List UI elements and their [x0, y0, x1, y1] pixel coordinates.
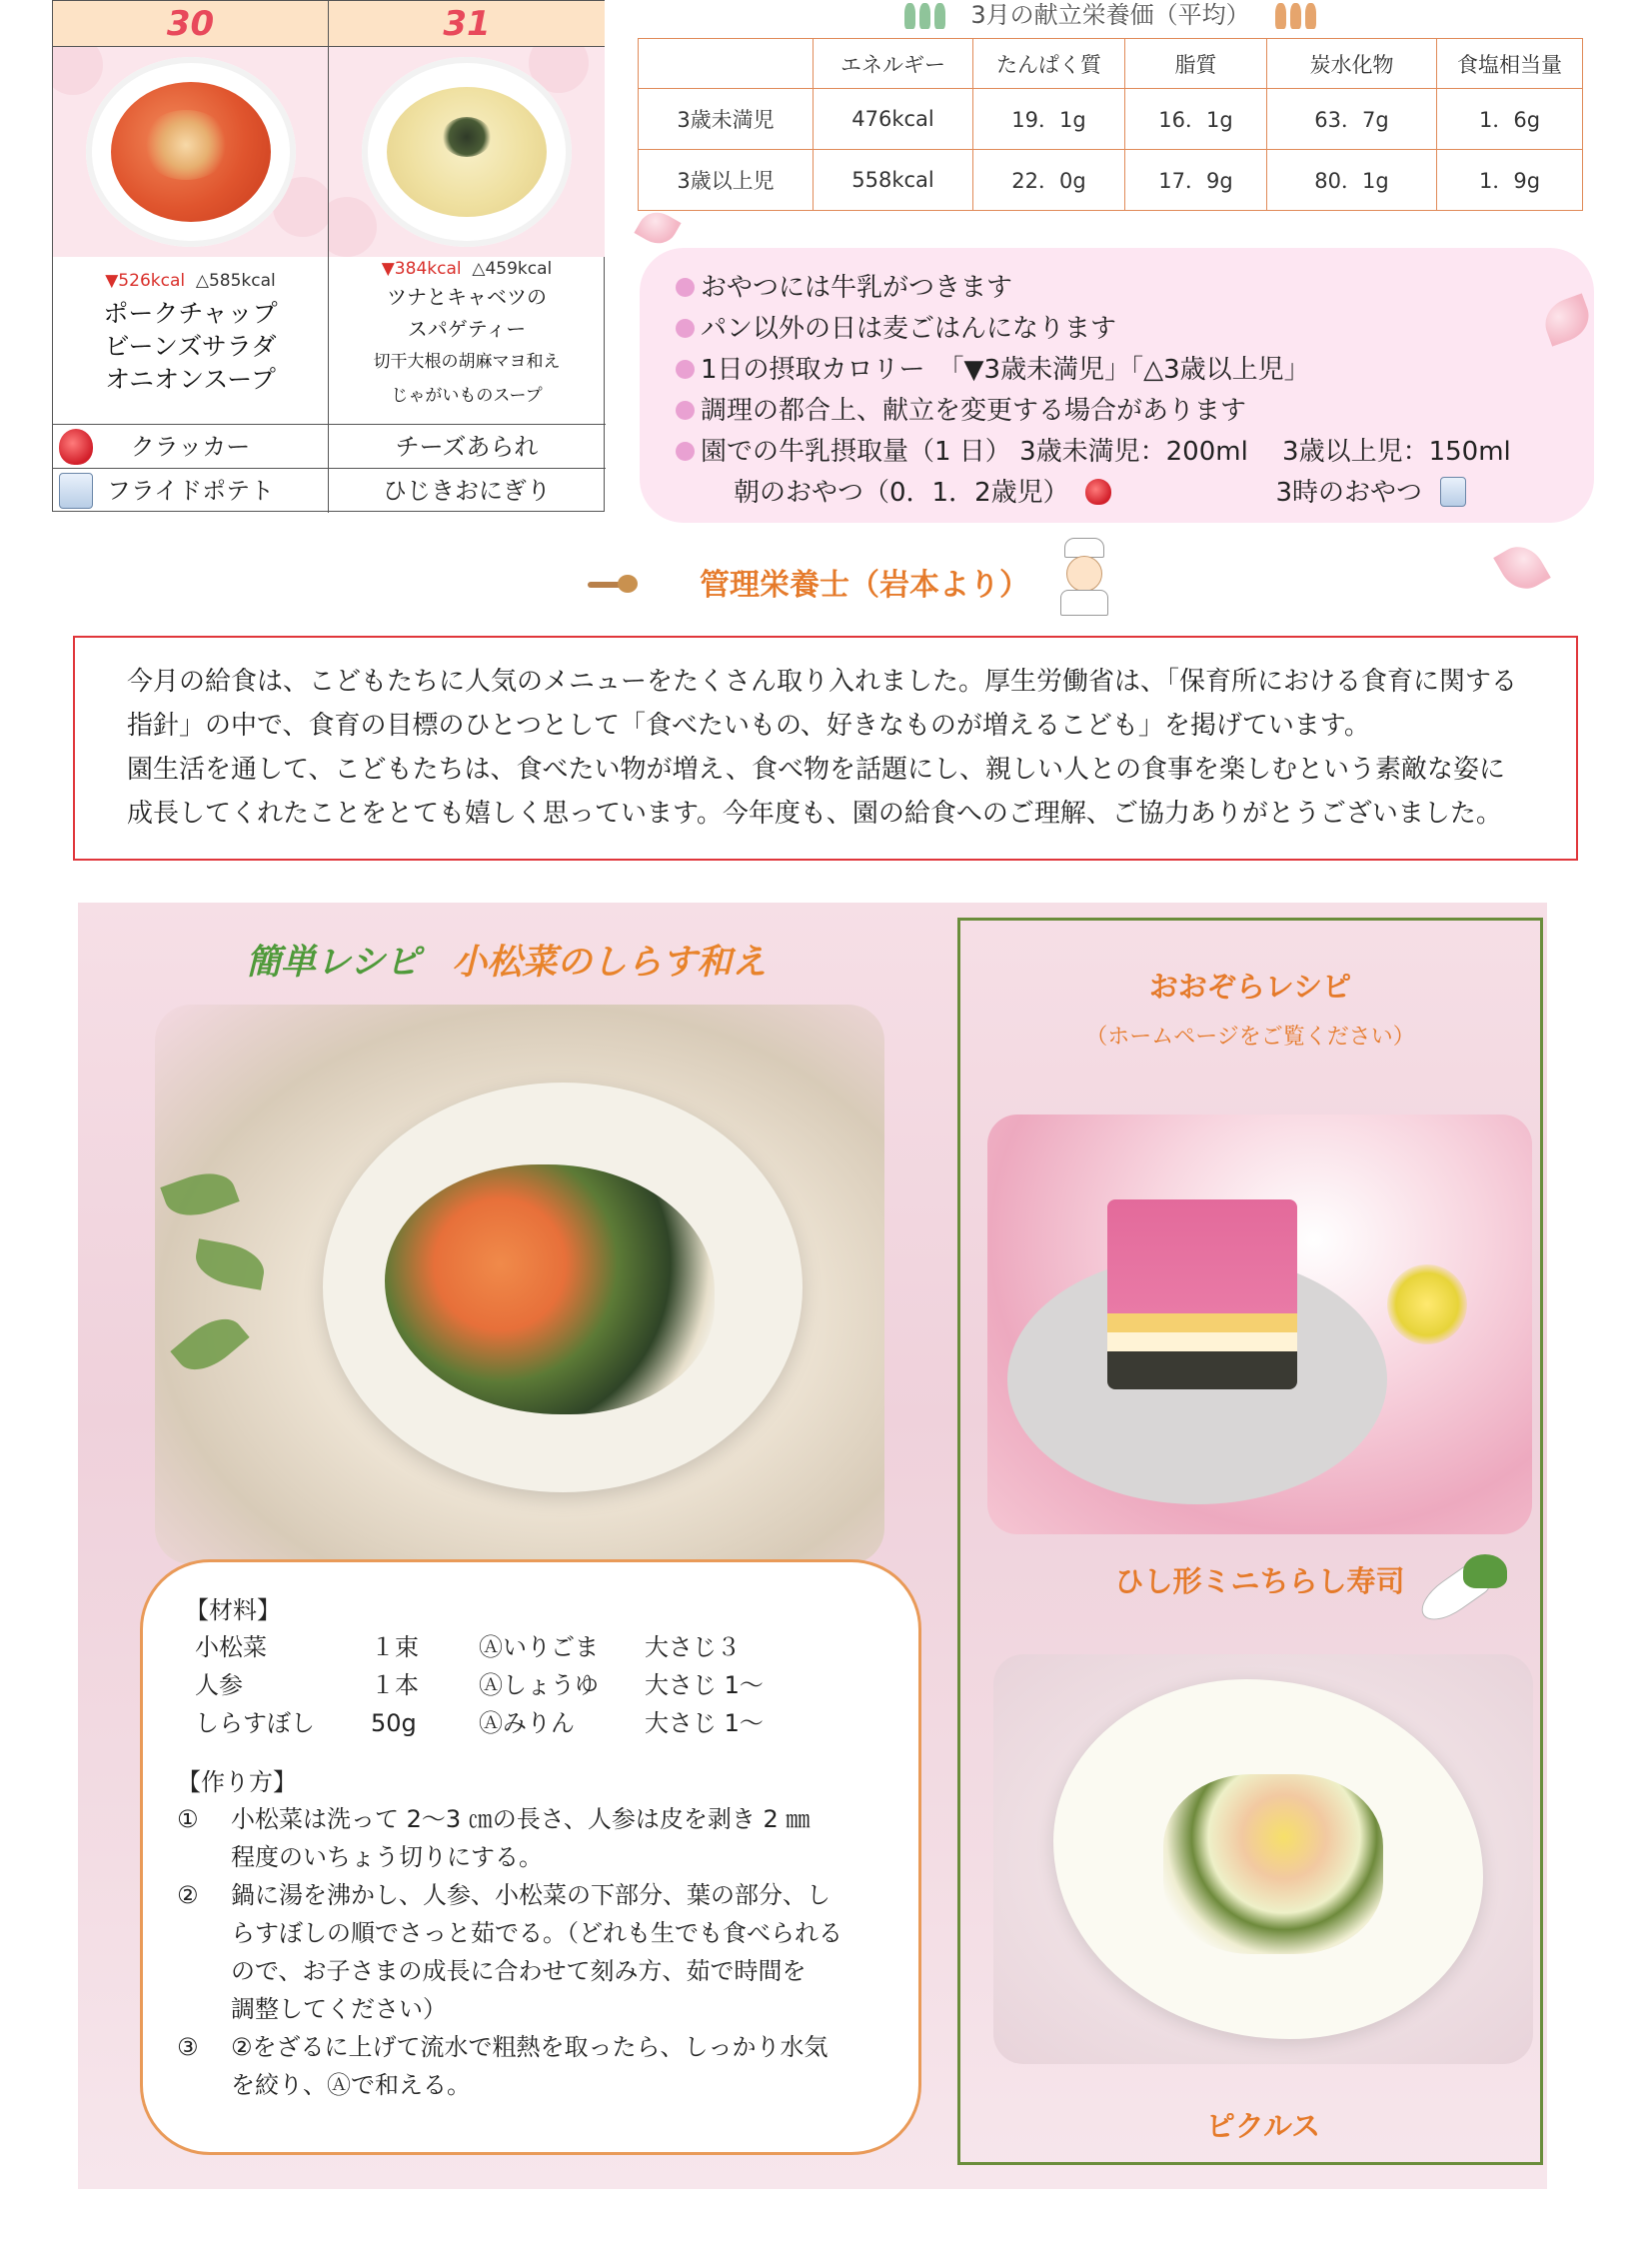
petal-decoration [634, 205, 681, 251]
day-30-photo [53, 47, 328, 257]
ingredient-row: しらすぼし 50g Ⓐみりん 大さじ 1～ [195, 1709, 764, 1737]
snack-legend [676, 473, 1558, 514]
note-item: 園での牛乳摂取量（1 日） 3歳未満児：200ml 3歳以上児：150ml [676, 432, 1558, 473]
note-item: 調理の都合上、献立を変更する場合があります [676, 391, 1558, 432]
table-cell: 17．9g [1125, 150, 1267, 211]
kcal-line [329, 259, 605, 279]
day-number: 31 [329, 1, 605, 47]
petal-decoration [1493, 538, 1551, 598]
kcal-under3: ▼526kcal [105, 271, 186, 291]
dish: オニオンスープ [105, 365, 276, 394]
notes-box [640, 248, 1594, 523]
dish-list [329, 281, 605, 413]
table-cell: 22．0g [973, 150, 1125, 211]
note-item: パン以外の日は麦ごはんになります [676, 309, 1558, 350]
morning-snack-label: 朝のおやつ（0．1．2歳児） [734, 478, 1069, 508]
dish: 切干大根の胡麻マヨ和え [373, 352, 561, 372]
dish: じゃがいものスープ [391, 386, 543, 406]
column-header: たんぱく質 [973, 39, 1125, 89]
table-cell: 63．7g [1267, 89, 1437, 150]
dietitian-heading: 管理栄養士（岩本より） [700, 568, 1029, 603]
ingredient-row: 小松菜 １束 Ⓐいりごま 大さじ３ [195, 1633, 741, 1661]
sushi-caption: ひし形ミニちらし寿司 [1114, 1564, 1405, 1598]
ingredients-heading: 【材料】 [185, 1596, 281, 1624]
ozora-subtitle: （ホームページをご覧ください） [1085, 1025, 1415, 1050]
dish: ツナとキャベツの [387, 285, 547, 309]
bullet-icon [676, 319, 695, 338]
note-item: おやつには牛乳がつきます [676, 268, 1558, 309]
pickles-caption: ピクルス [1205, 2109, 1321, 2143]
table-row [639, 89, 1583, 150]
nutrition-title-text: 3月の献立栄養価（平均） [970, 1, 1250, 29]
bullet-icon [676, 360, 695, 379]
komatsuna-dish-photo [155, 1005, 884, 1564]
message-line: 成長してくれたことをとても嬉しく思っています。今年度も、園の給食へのご理解、ご協力ありがとうございました。 [127, 799, 1502, 829]
bullet-icon [676, 401, 695, 420]
recipe-card [140, 1559, 921, 2155]
dish: スパゲティー [407, 317, 527, 341]
ingredient-row: 人参 １本 Ⓐしょうゆ 大さじ 1～ [195, 1671, 764, 1699]
apple-icon [1085, 479, 1111, 505]
snack: ひじきおにぎり [383, 477, 551, 505]
message-line: 今月の給食は、こどもたちに人気のメニューをたくさん取り入れました。厚生労働省は、「保育所における食育に関する [127, 667, 1518, 697]
dish: ポークチャップ [103, 299, 278, 328]
pickles-photo [993, 1654, 1533, 2064]
daikon-icon [1417, 1554, 1507, 1634]
column-header: 脂質 [1125, 39, 1267, 89]
kcal-under3: ▼384kcal [381, 259, 462, 279]
recipe-title [246, 935, 767, 985]
dish-list [53, 297, 328, 396]
snack: クラッカー [53, 425, 329, 469]
dish: ビーンズサラダ [104, 332, 277, 361]
column-header: 食塩相当量 [1437, 39, 1583, 89]
afternoon-snack-label: 3時のおやつ [1275, 478, 1422, 508]
afternoon-snack-row [53, 468, 606, 512]
snack: チーズあられ [395, 433, 539, 461]
kcal-over3: △585kcal [195, 271, 276, 291]
table-header-row [639, 39, 1583, 89]
table-cell: 558kcal [814, 150, 973, 211]
message-line: 園生活を通して、こどもたちは、食べたい物が増え、食べ物を話題にし、親しい人との食事を楽しむという素敵な姿に [127, 755, 1506, 785]
decoration-icon [904, 3, 915, 29]
row-label: 3歳未満児 [639, 89, 814, 150]
chef-illustration-icon [1054, 538, 1114, 618]
table-cell: 1．6g [1437, 89, 1583, 150]
row-label: 3歳以上児 [639, 150, 814, 211]
day-30 [53, 1, 329, 424]
recipe-title-name: 小松菜のしらす和え [452, 943, 768, 983]
nutrition-title [638, 0, 1583, 38]
method-step: ① 小松菜は洗って 2～3 ㎝の長さ、人参は皮を剥き 2 ㎜ 程度のいちょう切りにする。 [177, 1805, 811, 1871]
message-line: 指針」の中で、食育の目標のひとつとして「食べたいもの、好きなものが増えるこども」を掲げています。 [127, 711, 1370, 741]
morning-snack-row [53, 424, 606, 468]
nutrition-table [638, 38, 1583, 211]
bullet-icon [676, 442, 695, 461]
day-31-photo [329, 47, 605, 257]
apple-icon [59, 429, 93, 465]
table-cell: 19．1g [973, 89, 1125, 150]
dietitian-message [73, 636, 1578, 861]
column-header: 炭水化物 [1267, 39, 1437, 89]
table-cell: 16．1g [1125, 89, 1267, 150]
decoration-icon [1275, 3, 1286, 29]
milk-carton-icon [59, 473, 93, 509]
table-cell: 476kcal [814, 89, 973, 150]
ozora-title: おおぞらレシピ [1148, 970, 1352, 1004]
pasta-image [387, 87, 547, 217]
table-cell: 1．9g [1437, 150, 1583, 211]
note-item: 1日の摂取カロリー 「▼3歳未満児」「△3歳以上児」 [676, 350, 1558, 391]
method-step: ② 鍋に湯を沸かし、人参、小松菜の下部分、葉の部分、し らすぼしの順でさっと茹でる。（どれも生でも食べられる ので、お子さまの成長に合わせて刻み方、茹で時間を 調整してください） [177, 1881, 842, 2023]
table-row [639, 150, 1583, 211]
table-cell: 80．1g [1267, 150, 1437, 211]
kcal-over3: △459kcal [472, 259, 553, 279]
day-31 [329, 1, 605, 424]
snack: フライドポテト [53, 469, 329, 513]
column-header: エネルギー [814, 39, 973, 89]
milk-carton-icon [1440, 477, 1466, 507]
kcal-line [53, 271, 328, 291]
method-heading: 【作り方】 [177, 1768, 297, 1796]
day-number: 30 [53, 1, 328, 47]
recipe-title-prefix: 簡単レシピ [246, 943, 421, 983]
menu-calendar [52, 0, 605, 512]
bullet-icon [676, 278, 695, 297]
method-step: ③ ②をざるに上げて流水で粗熱を取ったら、しっかり水気 を絞り、Ⓐで和える。 [177, 2033, 828, 2099]
pork-chop-image [111, 82, 271, 222]
chirashi-sushi-photo [987, 1115, 1532, 1534]
